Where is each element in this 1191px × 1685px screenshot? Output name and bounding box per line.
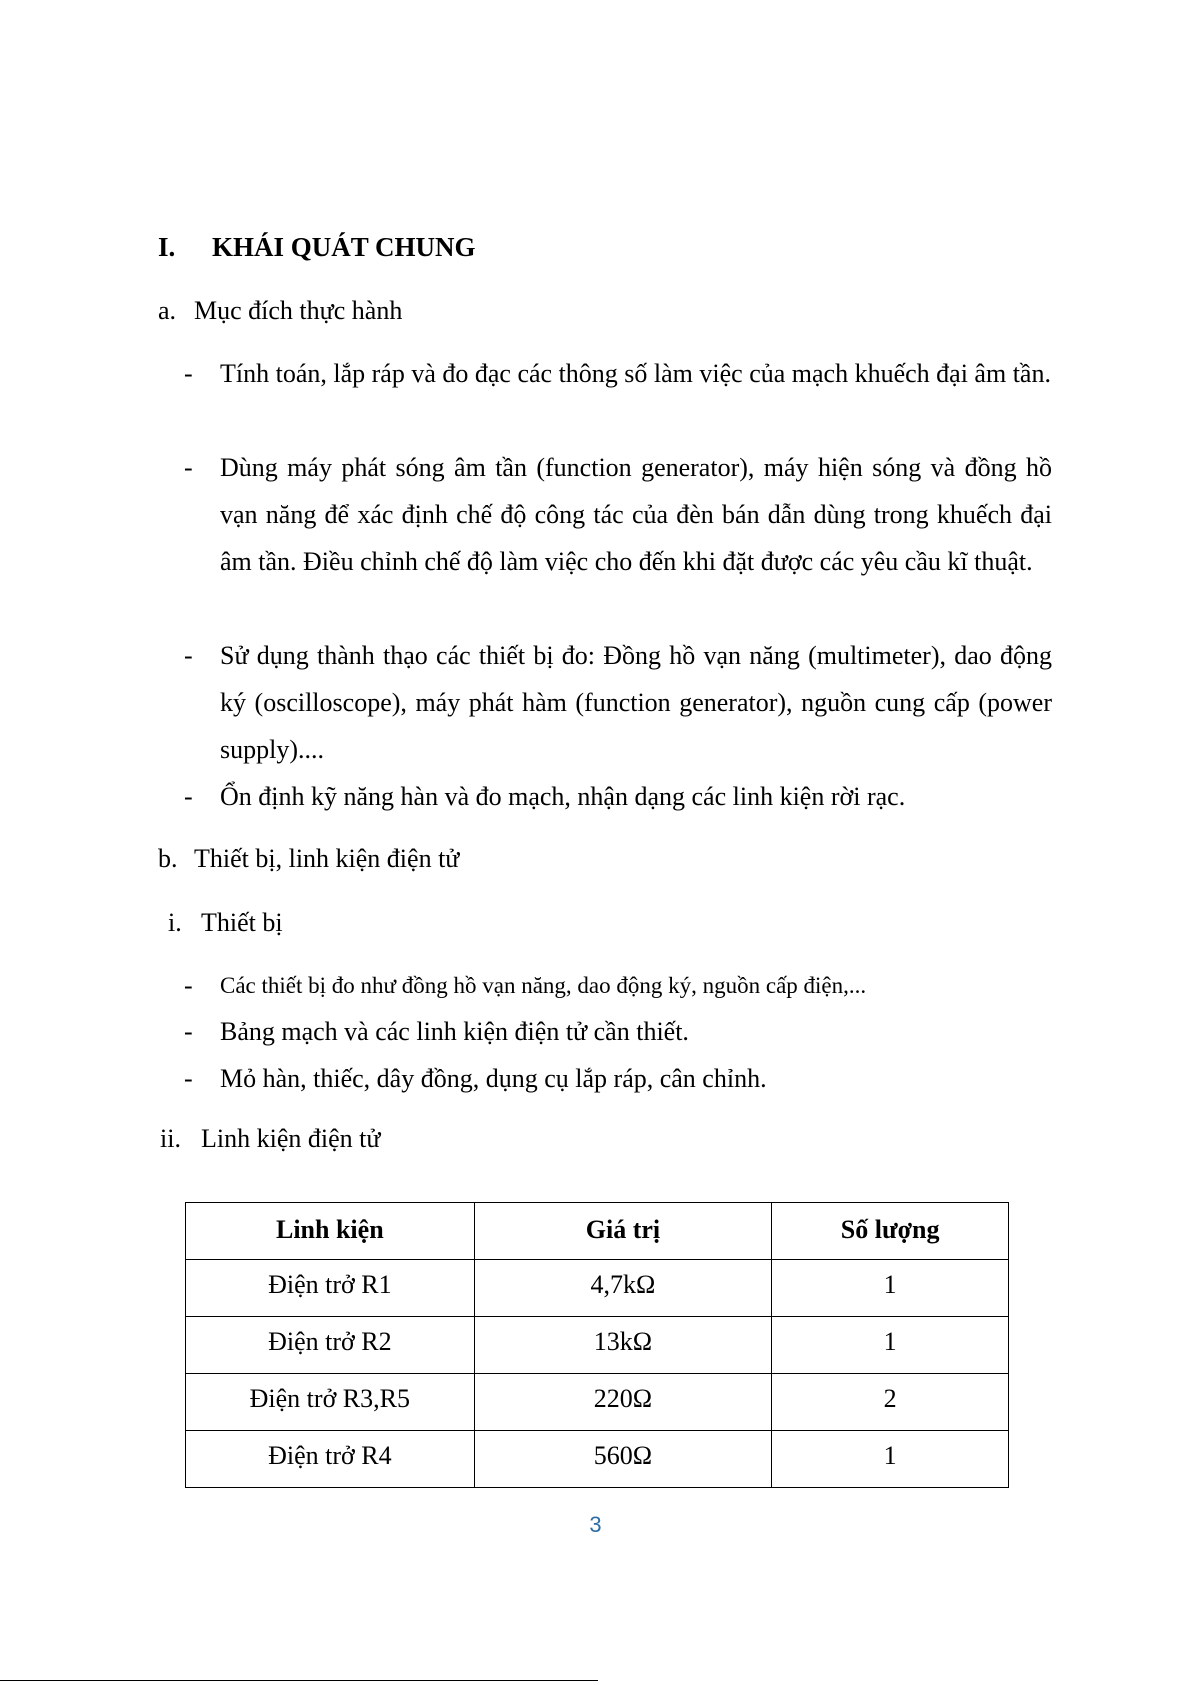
list-item <box>184 773 1054 820</box>
bullet-text: Sử dụng thành thạo các thiết bị đo: Đồng hồ vạn năng (multimeter), dao động ký (oscilloscope), máy phát hàm (function generator), nguồn cung cấp (power supply).... <box>220 641 1052 764</box>
bullet-text: Mỏ hàn, thiếc, dây đồng, dụng cụ lắp ráp, cân chỉnh. <box>220 1064 767 1093</box>
subheading-a-title: Mục đích thực hành <box>194 296 403 325</box>
bullet-dash: - <box>184 359 193 388</box>
subheading-b-i-marker: i. <box>168 908 182 937</box>
list-item <box>184 350 1054 444</box>
subheading-b-title: Thiết bị, linh kiện điện tử <box>194 844 460 873</box>
list-item <box>184 962 1054 1009</box>
bullet-dash: - <box>184 971 193 1000</box>
table-row <box>186 1260 1009 1317</box>
table-row <box>186 1317 1009 1374</box>
table-cell-value: 4,7kΩ <box>474 1260 772 1317</box>
components-table <box>185 1202 1009 1488</box>
column-header-component: Linh kiện <box>186 1203 475 1260</box>
subheading-b-marker: b. <box>158 844 178 873</box>
subheading-b-i <box>168 908 568 942</box>
footnote-separator <box>0 1680 598 1681</box>
table-cell-component: Điện trở R4 <box>186 1431 475 1488</box>
subheading-b-ii-title: Linh kiện điện tử <box>201 1124 381 1153</box>
table-cell-value: 560Ω <box>474 1431 772 1488</box>
bullet-dash: - <box>184 782 193 811</box>
table-cell-quantity: 1 <box>772 1317 1009 1374</box>
subheading-b <box>158 844 658 878</box>
table-header-row <box>186 1203 1009 1260</box>
subheading-b-ii-marker: ii. <box>160 1124 181 1153</box>
bullet-text: Ổn định kỹ năng hàn và đo mạch, nhận dạng các linh kiện rời rạc. <box>220 782 906 811</box>
column-header-value: Giá trị <box>474 1203 772 1260</box>
table-row <box>186 1374 1009 1431</box>
bullet-dash: - <box>184 641 193 670</box>
table-cell-quantity: 2 <box>772 1374 1009 1431</box>
list-item <box>184 632 1054 773</box>
table-cell-component: Điện trở R1 <box>186 1260 475 1317</box>
subheading-b-ii <box>160 1124 560 1158</box>
page-number: 3 <box>589 1512 602 1537</box>
subheading-b-i-title: Thiết bị <box>201 908 283 937</box>
bullet-text: Tính toán, lắp ráp và đo đạc các thông số làm việc của mạch khuếch đại âm tần. <box>220 359 1051 388</box>
section-heading <box>158 232 658 266</box>
bullet-dash: - <box>184 453 193 482</box>
section-title: KHÁI QUÁT CHUNG <box>212 232 476 262</box>
subheading-a <box>158 296 658 330</box>
table-cell-quantity: 1 <box>772 1431 1009 1488</box>
table-cell-value: 220Ω <box>474 1374 772 1431</box>
list-item <box>184 1008 1054 1055</box>
table-cell-value: 13kΩ <box>474 1317 772 1374</box>
bullet-text: Các thiết bị đo như đồng hồ vạn năng, dao động ký, nguồn cấp điện,... <box>220 973 867 998</box>
table-cell-quantity: 1 <box>772 1260 1009 1317</box>
subheading-a-marker: a. <box>158 296 177 325</box>
bullet-text: Dùng máy phát sóng âm tần (function generator), máy hiện sóng và đồng hồ vạn năng để xác định chế độ công tác của đèn bán dẫn dùng trong khuếch đại âm tần. Điều chỉnh chế độ làm việc cho đến khi đặt được các yêu cầu kĩ thuật. <box>220 453 1052 576</box>
bullet-dash: - <box>184 1064 193 1093</box>
table-row <box>186 1431 1009 1488</box>
column-header-quantity: Số lượng <box>772 1203 1009 1260</box>
bullet-text: Bảng mạch và các linh kiện điện tử cần thiết. <box>220 1017 689 1046</box>
list-item <box>184 1055 1054 1102</box>
list-item <box>184 444 1054 632</box>
table-cell-component: Điện trở R2 <box>186 1317 475 1374</box>
bullet-dash: - <box>184 1017 193 1046</box>
section-number: I. <box>158 232 176 262</box>
table-cell-component: Điện trở R3,R5 <box>186 1374 475 1431</box>
